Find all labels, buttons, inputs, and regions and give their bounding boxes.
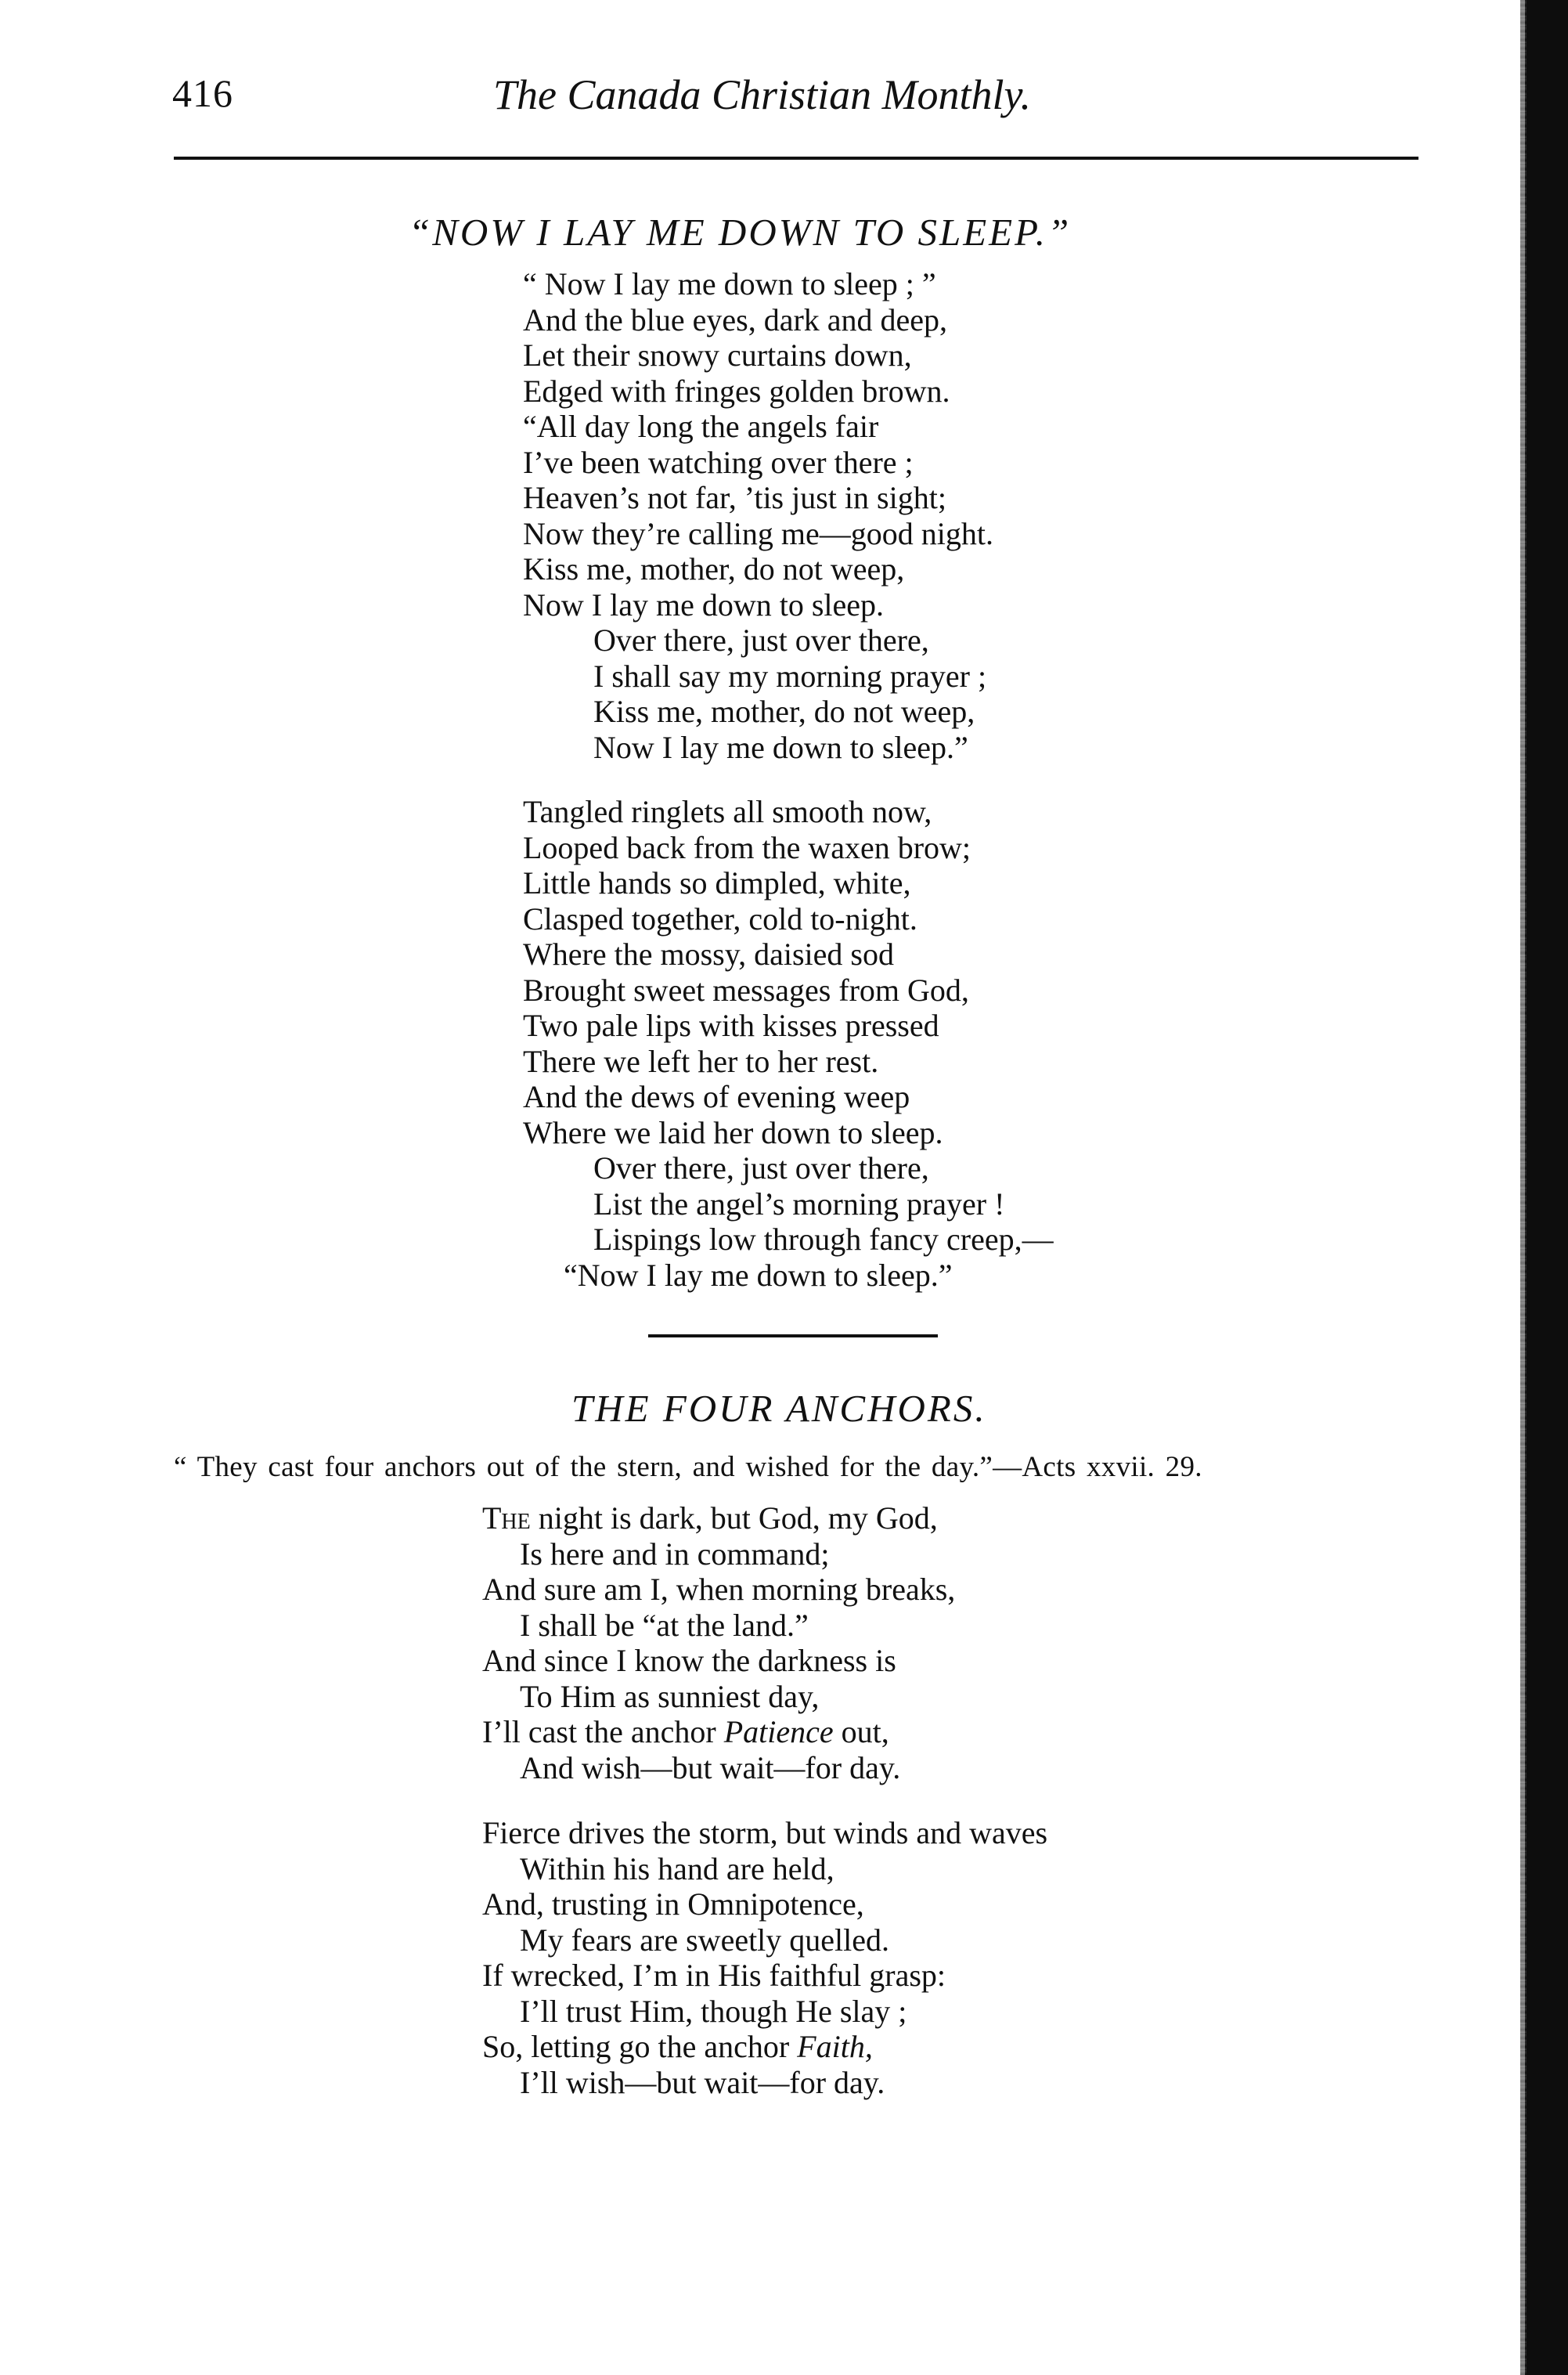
page-header: [172, 70, 1425, 125]
binding-edge: [1525, 0, 1568, 2375]
epigraph: “ They cast four anchors out of the stern, and wished for the day.”—Acts xxvii. 29.: [174, 1451, 1202, 1483]
section-divider: [648, 1334, 938, 1337]
refrain-line: I shall say my morning prayer ;: [593, 658, 987, 694]
poem2-stanza1: [482, 1500, 955, 1785]
verse-line: Where we laid her down to sleep.: [523, 1114, 943, 1150]
verse-line: If wrecked, I’m in His faithful grasp:: [482, 1958, 946, 1993]
verse-line: Tangled ringlets all smooth now,: [523, 794, 932, 829]
refrain-line: Lispings low through fancy creep,—: [593, 1222, 1054, 1257]
verse-line: Where the mossy, daisied sod: [523, 937, 894, 972]
verse-line: Fierce drives the storm, but winds and waves: [482, 1815, 1048, 1850]
refrain-line: Now I lay me down to sleep.”: [593, 729, 968, 765]
verse-line: Looped back from the waxen brow;: [523, 829, 971, 865]
verse-line: There we left her to her rest.: [523, 1043, 879, 1079]
verse-line: Brought sweet messages from God,: [523, 972, 969, 1008]
verse-line: Is here and in command;: [520, 1536, 830, 1572]
verse-line: “All day long the angels fair: [523, 409, 879, 444]
verse-line: I’ve been watching over there ;: [523, 444, 914, 480]
verse-line: Little hands so dimpled, white,: [523, 865, 911, 901]
drop-word: The: [482, 1500, 531, 1536]
verse-line: Now they’re calling me—good night.: [523, 515, 993, 551]
verse-line: Clasped together, cold to-night.: [523, 901, 917, 937]
verse-line: “ Now I lay me down to sleep ; ”: [523, 266, 936, 301]
verse-line: [482, 1714, 955, 1750]
poem1-title: “NOW I LAY ME DOWN TO SLEEP.”: [409, 211, 1072, 254]
poem1-stanza2: [523, 794, 1054, 1293]
verse-text: I’ll cast the anchor: [482, 1714, 724, 1749]
verse-line: [482, 2029, 1047, 2065]
refrain-line: Kiss me, mother, do not weep,: [593, 694, 975, 729]
refrain-line: “Now I lay me down to sleep.”: [564, 1257, 953, 1293]
anchor-word-faith: Faith,: [797, 2029, 873, 2064]
verse-line: I’ll wish—but wait—for day.: [520, 2064, 885, 2100]
refrain-line: Over there, just over there,: [593, 1150, 929, 1186]
verse-line: And wish—but wait—for day.: [520, 1749, 901, 1785]
verse-text: So, letting go the anchor: [482, 2029, 798, 2064]
verse-line: Kiss me, mother, do not weep,: [523, 551, 905, 587]
verse-line: Edged with fringes golden brown.: [523, 373, 950, 409]
verse-line: To Him as sunniest day,: [520, 1678, 820, 1714]
verse-line: [482, 1500, 955, 1536]
verse-line: I’ll trust Him, though He slay ;: [520, 1993, 907, 2029]
verse-line: And sure am I, when morning breaks,: [482, 1572, 956, 1607]
poem1-stanza1: [523, 266, 993, 765]
verse-line: I shall be “at the land.”: [520, 1607, 809, 1643]
verse-line: And the blue eyes, dark and deep,: [523, 301, 948, 337]
verse-line: Heaven’s not far, ’tis just in sight;: [523, 480, 946, 515]
running-title: The Canada Christian Monthly.: [493, 71, 1032, 118]
verse-line: Let their snowy curtains down,: [523, 337, 912, 373]
verse-line: My fears are sweetly quelled.: [520, 1922, 890, 1958]
verse-line: Two pale lips with kisses pressed: [523, 1008, 939, 1043]
verse-line: And the dews of evening weep: [523, 1079, 910, 1114]
verse-line: Now I lay me down to sleep.: [523, 587, 885, 623]
refrain-line: Over there, just over there,: [593, 623, 929, 658]
anchor-word-patience: Patience: [723, 1714, 834, 1749]
verse-text: night is dark, but God, my God,: [530, 1500, 938, 1536]
refrain-line: List the angel’s morning prayer !: [593, 1186, 1005, 1222]
verse-line: And since I know the darkness is: [482, 1643, 896, 1678]
header-rule: [174, 157, 1418, 160]
verse-line: Within his hand are held,: [520, 1850, 834, 1886]
verse-text: out,: [833, 1714, 889, 1749]
page-number: 416: [172, 71, 233, 115]
poem2-title: THE FOUR ANCHORS.: [571, 1387, 987, 1430]
poem2-stanza2: [482, 1815, 1047, 2100]
verse-line: And, trusting in Omnipotence,: [482, 1886, 864, 1922]
